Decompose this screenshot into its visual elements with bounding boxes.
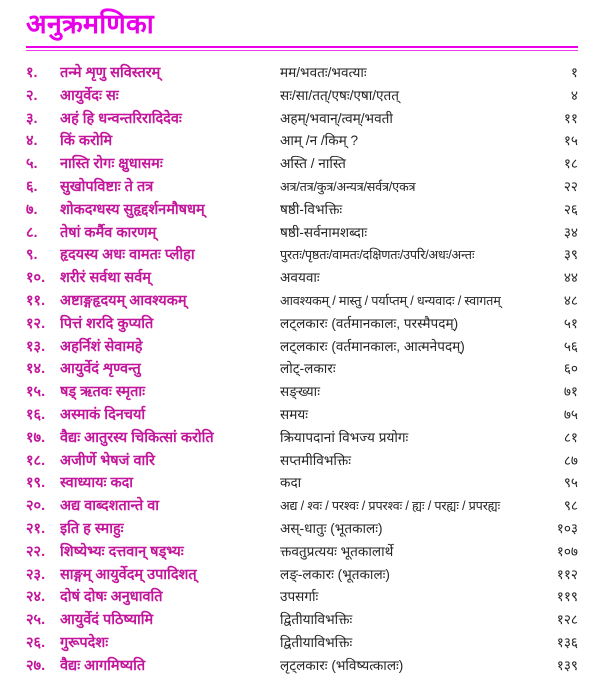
toc-entry-number: ८.: [26, 224, 38, 241]
toc-entry[interactable]: [0, 313, 600, 336]
toc-entry-number: १.: [26, 65, 38, 81]
toc-entry-title[interactable]: इति ह स्माहुः: [60, 520, 124, 537]
toc-entry-title[interactable]: स्वाध्यायः कदा: [60, 475, 134, 492]
toc-entry-number: १३.: [26, 338, 46, 355]
toc-entry-title[interactable]: हृदयस्य अधः वामतः प्लीहा: [60, 247, 195, 264]
toc-entry[interactable]: [0, 586, 600, 609]
toc-entry-number: १२.: [26, 315, 46, 332]
toc-entry[interactable]: [0, 290, 600, 313]
toc-entry-page-number: ११: [563, 110, 578, 126]
toc-entry-page-number: ८७: [563, 452, 578, 468]
toc-entry-title[interactable]: किं करोमि: [60, 133, 113, 150]
toc-entry-title[interactable]: तन्मे शृणु सविस्तरम्: [60, 65, 161, 81]
toc-entry-title[interactable]: अद्य वाब्दशतान्ते वा: [60, 498, 160, 515]
toc-entry-number: ११.: [26, 292, 46, 309]
toc-entry-grammar-topic: लट्लकारः (वर्तमानकालः, परस्मैपदम्): [280, 315, 459, 331]
toc-entry-page-number: १०७: [556, 543, 578, 559]
toc-entry-title[interactable]: पित्तं शरदि कुप्यति: [60, 315, 154, 332]
toc-entry-title[interactable]: दोषं दोषः अनुधावति: [60, 589, 163, 606]
toc-entry-grammar-topic: आम् /न /किम् ?: [280, 133, 359, 149]
toc-entry-grammar-topic: समयः: [280, 406, 308, 422]
toc-entry[interactable]: [0, 244, 600, 267]
toc-entry-title[interactable]: तेषां कर्मैव कारणम्: [60, 224, 157, 241]
toc-entry[interactable]: [0, 450, 600, 473]
toc-entry-grammar-topic: सप्तमीविभक्तिः: [280, 452, 352, 468]
toc-entry-number: २५.: [26, 612, 46, 629]
toc-entry-grammar-topic: मम/भवतः/भवत्याः: [280, 65, 367, 80]
toc-entry[interactable]: [0, 85, 600, 108]
toc-entry-grammar-topic: लङ्-लकारः (भूतकालः): [280, 566, 390, 582]
toc-entry-grammar-topic: लृट्लकारः (भविष्यत्कालः): [280, 657, 404, 673]
divider-bar-thick: [26, 46, 578, 48]
toc-entry-grammar-topic: सः/सा/तत्/एषः/एषा/एतत्: [280, 87, 400, 103]
divider-bar-thin: [26, 50, 578, 51]
toc-entry-page-number: ९८: [563, 498, 578, 514]
toc-entry-page-number: ११९: [556, 589, 578, 605]
toc-entry-page-number: ८१: [563, 429, 578, 445]
toc-entry-grammar-topic: क्तवतुप्रत्ययः भूतकालार्थे: [280, 543, 394, 559]
toc-entry-grammar-topic: अहम्/भवान्/त्वम्/भवती: [280, 110, 393, 126]
toc-entry-page-number: १०३: [556, 520, 578, 536]
toc-entry-page-number: ७५: [563, 406, 578, 422]
page-title: अनुक्रमणिका: [26, 9, 154, 39]
toc-entry-grammar-topic: कदा: [280, 475, 302, 491]
toc-entry[interactable]: [0, 358, 600, 381]
toc-entry[interactable]: [0, 176, 600, 199]
toc-entry-page-number: १३६: [556, 634, 578, 650]
toc-entry-page-number: ४८: [563, 292, 578, 308]
toc-entry[interactable]: [0, 199, 600, 222]
toc-entry-number: १६.: [26, 406, 46, 423]
toc-entry[interactable]: [0, 427, 600, 450]
toc-entry-grammar-topic: अवयवाः: [280, 270, 320, 286]
toc-entry-number: २३.: [26, 566, 46, 583]
toc-entry-number: ४.: [26, 133, 38, 150]
toc-entry-number: २७.: [26, 657, 46, 674]
toc-entry-page-number: २६: [563, 201, 578, 217]
toc-entry[interactable]: [0, 495, 600, 518]
toc-entry[interactable]: [0, 222, 600, 245]
toc-entry-grammar-topic: क्रियापदानां विभज्य प्रयोगः: [280, 429, 409, 445]
toc-entry-page-number: ११२: [556, 566, 578, 582]
toc-entry[interactable]: [0, 609, 600, 632]
toc-entry-page-number: ५६: [563, 338, 578, 354]
toc-entry-page-number: ९५: [563, 475, 578, 491]
toc-entry-title[interactable]: अहं हि धन्वन्तरिरादिदेवः: [60, 110, 182, 127]
toc-entry-title[interactable]: अजीर्णे भेषजं वारि: [60, 452, 155, 469]
title-divider: [26, 46, 578, 52]
toc-entry-grammar-topic: द्वितीयाविभक्तिः: [280, 612, 353, 628]
toc-entry-title[interactable]: आयुर्वेदं शृण्वन्तु: [60, 361, 141, 378]
toc-entry-number: ७.: [26, 201, 38, 218]
toc-entry[interactable]: [0, 130, 600, 153]
toc-entry-number: २४.: [26, 589, 46, 606]
toc-entry-number: ९.: [26, 247, 38, 264]
toc-entry-page-number: १: [570, 65, 578, 80]
toc-entry-number: २०.: [26, 498, 46, 515]
toc-entry-grammar-topic: पुरतः/पृष्ठतः/वामतः/दक्षिणतः/उपरि/अधः/अन्तः: [280, 248, 475, 263]
toc-entry-number: १४.: [26, 361, 46, 378]
toc-entry-title[interactable]: साङ्गम् आयुर्वेदम् उपादिशत्: [60, 566, 197, 583]
toc-entry-number: १५.: [26, 384, 46, 401]
toc-entry-page-number: २२: [563, 178, 578, 194]
toc-entry-grammar-topic: अद्य / श्वः / परश्वः / प्रपरश्वः / ह्यः / परह्यः / प्रपरह्यः: [280, 499, 501, 514]
toc-entry-page-number: १८: [563, 156, 578, 172]
toc-entry[interactable]: [0, 381, 600, 404]
toc-entry[interactable]: [0, 108, 600, 131]
toc-entry-number: ३.: [26, 110, 38, 127]
toc-entry-title[interactable]: शरीरं सर्वथा सर्वम्: [60, 270, 151, 287]
toc-entry-title[interactable]: वैद्यः आगमिष्यति: [60, 657, 146, 674]
toc-entry-page-number: १२८: [556, 612, 578, 628]
toc-entry-grammar-topic: आवश्यकम् / मास्तु / पर्याप्तम् / धन्यवादः / स्वागतम्: [280, 293, 501, 308]
toc-entry-number: १०.: [26, 270, 46, 287]
toc-entry-page-number: ७१: [563, 384, 578, 400]
toc-entry-grammar-topic: उपसर्गाः: [280, 589, 319, 605]
toc-entry-title[interactable]: वैद्यः आतुरस्य चिकित्सां करोति: [60, 429, 214, 446]
toc-entry-grammar-topic: द्वितीयाविभक्तिः: [280, 634, 353, 650]
toc-entry-page-number: ६०: [563, 361, 578, 377]
toc-entry[interactable]: [0, 655, 600, 678]
toc-entry-grammar-topic: षष्ठी-विभक्तिः: [280, 201, 343, 217]
toc-entry-title[interactable]: अहर्निशं सेवामहे: [60, 338, 143, 355]
toc-entry-grammar-topic: लोट्-लकारः: [280, 361, 336, 377]
toc-entry-number: १८.: [26, 452, 46, 469]
toc-entry[interactable]: [0, 153, 600, 176]
toc-entry-page-number: ३९: [563, 247, 578, 263]
toc-entry-number: २१.: [26, 520, 46, 537]
toc-entry-title[interactable]: अष्टाङ्गहृदयम् आवश्यकम्: [60, 292, 187, 309]
toc-entry-number: २६.: [26, 634, 46, 651]
toc-entry-grammar-topic: लट्लकारः (वर्तमानकालः, आत्मनेपदम्): [280, 338, 465, 354]
toc-entry-number: १७.: [26, 429, 46, 446]
toc-entry-title[interactable]: गुरूपदेशः: [60, 634, 109, 651]
toc-entry-number: ५.: [26, 156, 38, 173]
toc-entry[interactable]: [0, 472, 600, 495]
toc-entry-grammar-topic: अस्-धातुः (भूतकालः): [280, 520, 383, 536]
toc-entry[interactable]: [0, 564, 600, 587]
table-of-contents-list: [0, 52, 600, 678]
toc-entry-grammar-topic: सङ्ख्याः: [280, 384, 320, 400]
toc-entry-title[interactable]: नास्ति रोगः क्षुधासमः: [60, 156, 163, 173]
toc-entry-title[interactable]: षड् ऋतवः स्मृताः: [60, 384, 146, 401]
toc-entry-grammar-topic: अस्ति / नास्ति: [280, 156, 346, 172]
toc-entry[interactable]: [0, 632, 600, 655]
toc-entry-title[interactable]: आयुर्वेदः सः: [60, 87, 119, 104]
toc-entry[interactable]: [0, 62, 600, 85]
toc-entry-page-number: ४४: [563, 270, 578, 286]
toc-entry[interactable]: [0, 518, 600, 541]
toc-entry-title[interactable]: आयुर्वेदं पठिष्यामि: [60, 612, 154, 629]
toc-entry-page-number: १५: [563, 133, 578, 149]
toc-entry-page-number: ५१: [563, 315, 578, 331]
toc-entry-number: ६.: [26, 178, 38, 195]
toc-entry-title[interactable]: सुखोपविष्टाः ते तत्र: [60, 178, 154, 195]
toc-entry-page-number: ४: [570, 87, 578, 103]
toc-entry-number: २२.: [26, 543, 46, 560]
toc-entry-page-number: १३९: [556, 657, 578, 673]
toc-entry[interactable]: [0, 541, 600, 564]
toc-entry-title[interactable]: शोकदग्धस्य सुहृद्दर्शनमौषधम्: [60, 201, 205, 218]
toc-entry[interactable]: [0, 267, 600, 290]
toc-entry-title[interactable]: अस्माकं दिनचर्या: [60, 406, 146, 423]
toc-entry[interactable]: [0, 404, 600, 427]
toc-entry-page-number: ३४: [563, 224, 578, 240]
toc-entry-grammar-topic: षष्ठी-सर्वनामशब्दाः: [280, 224, 368, 240]
toc-entry[interactable]: [0, 336, 600, 359]
toc-entry-number: २.: [26, 87, 38, 104]
toc-entry-title[interactable]: शिष्येभ्यः दत्तवान् षड्भ्यः: [60, 543, 184, 560]
toc-entry-grammar-topic: अत्र/तत्र/कुत्र/अन्यत्र/सर्वत्र/एकत्र: [280, 179, 416, 194]
toc-entry-number: १९.: [26, 475, 46, 492]
